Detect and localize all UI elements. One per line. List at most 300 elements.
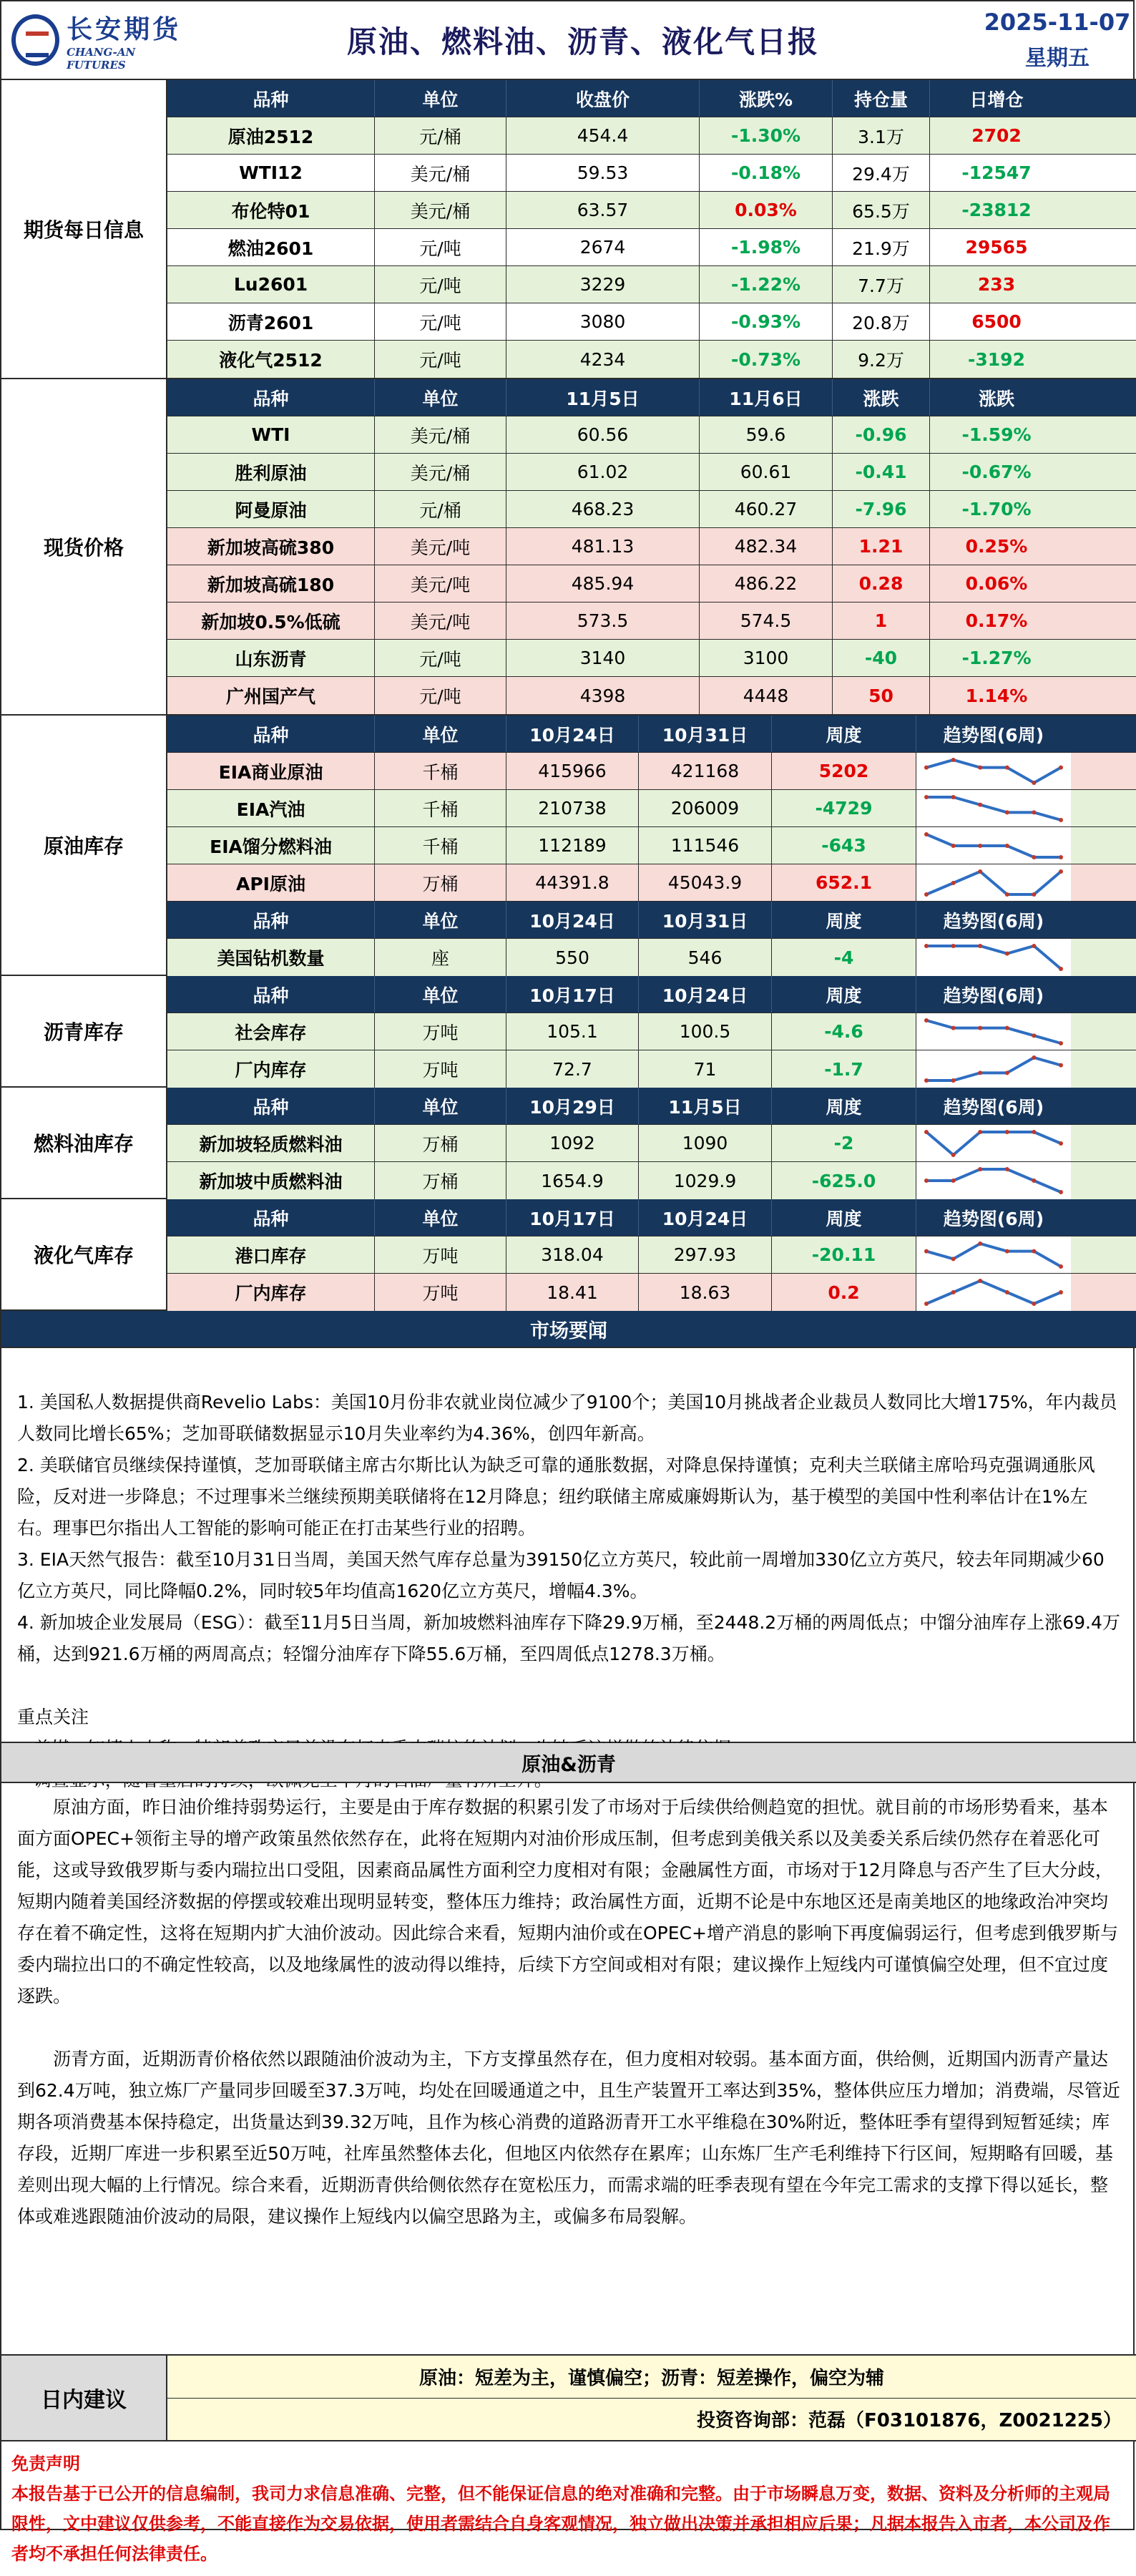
column-header: 10月29日: [506, 1088, 639, 1124]
trend-point: [1005, 765, 1009, 769]
table-row: [167, 864, 1136, 902]
column-header: 10月17日: [506, 976, 639, 1013]
trend-sparkline: [922, 942, 1065, 973]
value-week2: 421168: [639, 753, 772, 789]
crude-inventory-label: 原油库存: [1, 716, 167, 975]
column-header: 品种: [167, 902, 375, 938]
advice-label: 日内建议: [1, 2356, 167, 2440]
trend-point: [951, 1025, 956, 1030]
column-header: 单位: [375, 902, 506, 938]
spot-section: [1, 379, 1136, 716]
advice-text: 原油：短差为主，谨慎偏空；沥青：短差操作，偏空为辅: [167, 2356, 1136, 2399]
column-header: 10月24日: [506, 716, 639, 752]
table-row: [167, 1013, 1136, 1050]
trend-chart-cell: [916, 753, 1071, 789]
table-row: [167, 155, 1136, 192]
inventory-name: 厂内库存: [167, 1274, 375, 1311]
column-header: 涨跌%: [700, 80, 833, 117]
trend-point: [1032, 1302, 1036, 1306]
unit: 千桶: [375, 790, 506, 826]
news-item: 2. 美联储官员继续保持谨慎，芝加哥联储主席古尔斯比认为缺乏可靠的通胀数据，对降息保持谨慎；克利夫兰联储主席哈玛克强调通胀风险，反对进一步降息；不过理事米兰继续预期美联储将在12月降息；纽约联储主席威廉姆斯认为，基于模型的美国中性利率估计在1%左右。理事巴尔指出人工智能的影响可能正在打击某些行业的招聘。: [17, 1455, 1095, 1538]
trend-line: [926, 834, 1061, 857]
inventory-name: 美国钻机数量: [167, 939, 375, 976]
column-header: 品种: [167, 80, 375, 117]
trend-line: [926, 797, 1061, 820]
date-box: [979, 9, 1136, 72]
change-abs: -7.96: [833, 491, 930, 527]
change-pct: -0.67%: [961, 462, 1032, 482]
trend-point: [978, 869, 982, 874]
price-day1: 61.02: [506, 454, 700, 490]
column-header: 单位: [375, 716, 506, 752]
table-row: [167, 677, 1136, 714]
close-price: 3080: [506, 303, 700, 340]
trend-chart-cell: [916, 1013, 1071, 1050]
news-item: 1. 美国私人数据提供商Revelio Labs：美国10月份非农就业岗位减少了9100个；美国10月挑战者企业裁员人数同比大增175%，年内裁员人数同比增长65%；芝加哥联储数据显示10月失业率约为4.36%，创四年新高。: [17, 1392, 1117, 1444]
table-row: [167, 790, 1136, 827]
price-day1: 4398: [506, 677, 700, 714]
table-header-row: [167, 902, 1136, 939]
trend-point: [951, 1290, 956, 1294]
unit: 美元/桶: [375, 155, 506, 191]
inventory-name: 港口库存: [167, 1236, 375, 1273]
market-news-header: 市场要闻: [1, 1311, 1136, 1348]
column-header: 日增仓: [969, 89, 1024, 110]
table-row: [167, 1125, 1136, 1162]
change-pct: -1.70%: [961, 499, 1032, 519]
table-header-row: [167, 716, 1136, 753]
trend-point: [924, 1179, 929, 1183]
unit: 千桶: [375, 753, 506, 789]
trend-point: [1005, 810, 1009, 814]
unit: 万吨: [375, 1236, 506, 1273]
inventory-name: EIA商业原油: [167, 753, 375, 789]
unit: 元/吨: [375, 266, 506, 303]
spot-table: [167, 379, 1136, 714]
table-row: [167, 602, 1136, 640]
table-row: [167, 565, 1136, 602]
oi-change: 233: [977, 274, 1016, 295]
table-row: [167, 117, 1136, 155]
price-day2: 3100: [700, 640, 833, 676]
instrument-name: 沥青2601: [167, 303, 375, 340]
unit: 美元/桶: [375, 192, 506, 228]
trend-point: [978, 1025, 982, 1030]
trend-point: [1059, 1264, 1063, 1269]
price-day2: 574.5: [700, 602, 833, 639]
trend-line: [926, 1244, 1061, 1267]
trend-point: [1005, 952, 1009, 956]
trend-sparkline: [922, 1053, 1065, 1085]
price-day1: 468.23: [506, 491, 700, 527]
trend-point: [1005, 1167, 1009, 1171]
report-title: 原油、燃料油、沥青、液化气日报: [346, 24, 819, 59]
column-header: 趋势图(6周): [943, 985, 1044, 1006]
value-week2: 18.63: [639, 1274, 772, 1311]
inventory-name: API原油: [167, 864, 375, 901]
unit: 万吨: [375, 1274, 506, 1311]
trend-point: [1059, 1041, 1063, 1045]
analysis-asphalt: 沥青方面，近期沥青价格依然以跟随油价波动为主，下方支撑虽然存在，但力度相对较弱。基本面方面，供给侧，近期国内沥青产量达到62.4万吨，独立炼厂产量同步回暖至37.3万吨，均处在回暖通道之中，且生产装置开工率达到35%，整体供应压力增加；消费端，尽管近期各项消费基本保持稳定，出货量达到39.32万吨，且作为核心消费的道路沥青开工水平维稳在30%附近，整体旺季有望得到短暂延续；库存段，近期厂库进一步积累至近50万吨，社库虽然整体去化，但地区内依然存在累库；山东炼厂生产毛利维持下行区间，短期略有回暖，基差则出现大幅的上行情况。综合来看，近期沥青供给侧依然存在宽松压力，而需求端的旺季表现有望在今年完工需求的支撑下得以延长，整体或难逃跟随油价波动的局限，建议操作上短线内以偏空思路为主，或偏多布局裂解。: [17, 2049, 1120, 2227]
open-interest: 29.4万: [833, 155, 930, 191]
trend-point: [951, 1257, 956, 1261]
unit: 美元/吨: [375, 602, 506, 639]
inventory-name: EIA汽油: [167, 790, 375, 826]
value-week1: 105.1: [506, 1013, 639, 1050]
unit: 元/桶: [375, 117, 506, 154]
table-row: [167, 1236, 1136, 1274]
value-week1: 72.7: [506, 1050, 639, 1088]
trend-point: [924, 1130, 929, 1134]
oi-change: -12547: [961, 162, 1032, 183]
table-row: [167, 416, 1136, 454]
trend-sparkline: [922, 756, 1065, 787]
column-header: 品种: [167, 1199, 375, 1236]
trend-point: [1059, 765, 1063, 769]
table-row: [167, 454, 1136, 491]
column-header: 趋势图(6周): [943, 1096, 1044, 1118]
column-header: 周度: [772, 976, 916, 1013]
change-pct: -1.22%: [700, 266, 833, 303]
trend-point: [978, 1130, 982, 1134]
change-pct: -1.59%: [961, 424, 1032, 445]
change-pct: -1.30%: [700, 117, 833, 154]
unit: 美元/桶: [375, 454, 506, 490]
instrument-name: 广州国产气: [167, 677, 375, 714]
trend-point: [1032, 892, 1036, 897]
column-header: 11月5日: [506, 379, 700, 416]
weekly-change: -643: [772, 827, 916, 864]
change-pct: 1.14%: [965, 685, 1028, 706]
trend-point: [924, 765, 929, 769]
change-pct: -0.18%: [700, 155, 833, 191]
trend-sparkline: [922, 1128, 1065, 1159]
table-header-row: [167, 379, 1136, 416]
trend-point: [924, 1078, 929, 1083]
column-header: 周度: [772, 1199, 916, 1236]
weekly-change: 0.2: [772, 1274, 916, 1311]
table-row: [167, 1162, 1136, 1199]
change-pct: -0.93%: [700, 303, 833, 340]
instrument-name: 布伦特01: [167, 192, 375, 228]
report-weekday: 星期五: [1025, 46, 1090, 71]
column-header: 周度: [772, 1088, 916, 1124]
fuel-inventory-section: [1, 1088, 1136, 1199]
price-day1: 481.13: [506, 528, 700, 565]
lpg-inventory-label: 液化气库存: [1, 1199, 167, 1309]
table-row: [167, 1050, 1136, 1088]
instrument-name: 新加坡高硫380: [167, 528, 375, 565]
unit: 万桶: [375, 864, 506, 901]
column-header: 单位: [375, 379, 506, 416]
trend-point: [1032, 810, 1036, 814]
unit: 千桶: [375, 827, 506, 864]
weekly-change: 652.1: [772, 864, 916, 901]
open-interest: 20.8万: [833, 303, 930, 340]
inventory-name: 新加坡轻质燃料油: [167, 1125, 375, 1161]
trend-point: [978, 1279, 982, 1283]
instrument-name: 液化气2512: [167, 341, 375, 378]
trend-point: [924, 1249, 929, 1253]
trend-point: [951, 1078, 956, 1083]
column-header: 品种: [167, 976, 375, 1013]
weekly-change: -1.7: [772, 1050, 916, 1088]
close-price: 3229: [506, 266, 700, 303]
fuel-inventory-label: 燃料油库存: [1, 1088, 167, 1198]
trend-point: [978, 844, 982, 848]
instrument-name: 阿曼原油: [167, 491, 375, 527]
column-header: 趋势图(6周): [943, 724, 1044, 746]
weekly-change: -2: [772, 1125, 916, 1161]
weekly-change: -20.11: [772, 1236, 916, 1273]
trend-chart-cell: [916, 1162, 1071, 1199]
unit: 万吨: [375, 1050, 506, 1088]
price-day2: 4448: [700, 677, 833, 714]
trend-point: [924, 1302, 929, 1306]
column-header: 趋势图(6周): [943, 1208, 1044, 1229]
column-header: 涨跌: [978, 388, 1014, 409]
column-header: 10月17日: [506, 1199, 639, 1236]
unit: 万吨: [375, 1013, 506, 1050]
price-day2: 460.27: [700, 491, 833, 527]
column-header: 持仓量: [833, 80, 930, 117]
trend-point: [924, 795, 929, 799]
change-pct: 0.03%: [700, 192, 833, 228]
close-price: 2674: [506, 229, 700, 265]
report-header: [1, 1, 1136, 80]
table-row: [167, 1274, 1136, 1311]
price-day1: 3140: [506, 640, 700, 676]
analysis-header: 原油&沥青: [1, 1743, 1136, 1783]
futures-label: 期货每日信息: [1, 80, 167, 378]
unit: 元/吨: [375, 640, 506, 676]
trend-line: [926, 1058, 1061, 1080]
column-header: 单位: [375, 1199, 506, 1236]
value-week2: 206009: [639, 790, 772, 826]
value-week2: 297.93: [639, 1236, 772, 1273]
price-day2: 59.6: [700, 416, 833, 453]
trend-point: [951, 1179, 956, 1183]
weekly-change: 5202: [772, 753, 916, 789]
trend-point: [978, 765, 982, 769]
trend-point: [951, 844, 956, 848]
instrument-name: 原油2512: [167, 117, 375, 154]
column-header: 趋势图(6周): [943, 910, 1044, 932]
value-week2: 1029.9: [639, 1162, 772, 1199]
trend-chart-cell: [916, 1050, 1071, 1088]
unit: 座: [375, 939, 506, 976]
weekly-change: -4.6: [772, 1013, 916, 1050]
trend-point: [924, 832, 929, 836]
crude-inventory-table: [167, 716, 1136, 975]
inventory-name: 社会库存: [167, 1013, 375, 1050]
trend-sparkline: [922, 1165, 1065, 1196]
instrument-name: 新加坡0.5%低硫: [167, 602, 375, 639]
unit: 美元/吨: [375, 565, 506, 602]
column-header: 周度: [772, 716, 916, 752]
asphalt-inventory-table: [167, 976, 1136, 1086]
trend-sparkline: [922, 830, 1065, 862]
news-item: 3. EIA天然气报告：截至10月31日当周，美国天然气库存总量为39150亿立方英尺，较此前一周增加330亿立方英尺，较去年同期减少60亿立方英尺，同比降幅0.2%，同时较5年均值高1620亿立方英尺，增幅4.3%。: [17, 1549, 1105, 1601]
trend-sparkline: [922, 867, 1065, 899]
inventory-name: 厂内库存: [167, 1050, 375, 1088]
asphalt-inventory-section: [1, 976, 1136, 1088]
instrument-name: 胜利原油: [167, 454, 375, 490]
trend-point: [1032, 1033, 1036, 1038]
column-header: 品种: [167, 379, 375, 416]
trend-sparkline: [922, 1277, 1065, 1308]
trend-line: [926, 872, 1061, 894]
column-header: 品种: [167, 1088, 375, 1124]
column-header: 涨跌: [833, 379, 930, 416]
table-row: [167, 192, 1136, 229]
table-row: [167, 229, 1136, 266]
lpg-inventory-table: [167, 1199, 1136, 1309]
price-day1: 485.94: [506, 565, 700, 602]
change-abs: -40: [833, 640, 930, 676]
change-pct: -1.27%: [961, 648, 1032, 668]
open-interest: 3.1万: [833, 117, 930, 154]
table-row: [167, 827, 1136, 864]
trend-point: [951, 795, 956, 799]
trend-line: [926, 946, 1061, 969]
oi-change: 2702: [971, 125, 1022, 146]
oi-change: 6500: [971, 311, 1022, 332]
instrument-name: 新加坡高硫180: [167, 565, 375, 602]
report-date: 2025-11-07: [984, 9, 1131, 36]
logo: [1, 1, 187, 79]
oi-change: -23812: [961, 200, 1032, 220]
close-price: 454.4: [506, 117, 700, 154]
close-price: 4234: [506, 341, 700, 378]
change-pct: 0.17%: [965, 610, 1028, 631]
disclaimer: [1, 2441, 1136, 2576]
table-header-row: [167, 976, 1136, 1013]
instrument-name: Lu2601: [167, 266, 375, 303]
inventory-name: 新加坡中质燃料油: [167, 1162, 375, 1199]
column-header: 单位: [375, 976, 506, 1013]
trend-point: [1005, 1130, 1009, 1134]
trend-point: [1059, 818, 1063, 822]
value-week1: 1092: [506, 1125, 639, 1161]
asphalt-inventory-label: 沥青库存: [1, 976, 167, 1086]
change-abs: 50: [833, 677, 930, 714]
trend-point: [951, 1153, 956, 1157]
trend-chart-cell: [916, 1236, 1071, 1273]
change-abs: 1.21: [833, 528, 930, 565]
futures-table: [167, 80, 1136, 378]
table-row: [167, 640, 1136, 677]
column-header: 周度: [772, 902, 916, 938]
trend-point: [924, 892, 929, 897]
trend-point: [924, 944, 929, 948]
value-week1: 1654.9: [506, 1162, 639, 1199]
table-row: [167, 528, 1136, 565]
trend-point: [1005, 1070, 1009, 1075]
trend-point: [1059, 1190, 1063, 1194]
trend-point: [951, 944, 956, 948]
table-row: [167, 753, 1136, 790]
intraday-advice: [1, 2356, 1136, 2441]
value-week1: 210738: [506, 790, 639, 826]
unit: 万桶: [375, 1162, 506, 1199]
value-week1: 18.41: [506, 1274, 639, 1311]
column-header: 10月24日: [639, 976, 772, 1013]
trend-chart-cell: [916, 1125, 1071, 1161]
value-week2: 1090: [639, 1125, 772, 1161]
trend-point: [1032, 1249, 1036, 1253]
logo-en: CHANG-AN FUTURES: [67, 45, 136, 72]
open-interest: 9.2万: [833, 341, 930, 378]
value-week2: 45043.9: [639, 864, 772, 901]
trend-point: [1032, 855, 1036, 859]
instrument-name: 山东沥青: [167, 640, 375, 676]
lpg-inventory-section: [1, 1199, 1136, 1311]
oi-change: -3192: [968, 348, 1025, 370]
value-week1: 318.04: [506, 1236, 639, 1273]
table-header-row: [167, 1088, 1136, 1125]
trend-point: [978, 944, 982, 948]
column-header: 收盘价: [506, 80, 700, 117]
price-day1: 573.5: [506, 602, 700, 639]
value-week1: 44391.8: [506, 864, 639, 901]
fuel-inventory-table: [167, 1088, 1136, 1198]
trend-point: [978, 802, 982, 806]
trend-point: [1059, 1141, 1063, 1146]
disclaimer-text: 本报告基于已公开的信息编制，我司力求信息准确、完整，但不能保证信息的绝对准确和完整。由于市场瞬息万变，数据、资料及分析师的主观局限性，文中建议仅供参考，不能直接作为交易依据，使用者需结合自身客观情况，独立做出决策并承担相应后果；凡据本报告入市者，本公司及作者均不承担任何法律责任。: [11, 2484, 1110, 2564]
table-row: [167, 491, 1136, 528]
trend-point: [1005, 1025, 1009, 1030]
market-news-body: [1, 1348, 1136, 1743]
trend-line: [926, 760, 1061, 783]
news-item: 4. 新加坡企业发展局（ESG）：截至11月5日当周，新加坡燃料油库存下降29.9万桶，至2448.2万桶的两周低点；中馏分油库存上涨69.4万桶，达到921.6万桶的两周高点；轻馏分油库存下降55.6万桶，至四周低点1278.3万桶。: [17, 1612, 1120, 1664]
logo-emblem-icon: [11, 14, 59, 66]
value-week2: 100.5: [639, 1013, 772, 1050]
unit: 元/吨: [375, 677, 506, 714]
focus-title: 重点关注: [17, 1707, 89, 1727]
trend-point: [1032, 944, 1036, 948]
futures-section: [1, 80, 1136, 379]
table-row: [167, 939, 1136, 976]
trend-line: [926, 1281, 1061, 1304]
table-row: [167, 303, 1136, 341]
trend-point: [1005, 1249, 1009, 1253]
value-week2: 546: [639, 939, 772, 976]
value-week1: 112189: [506, 827, 639, 864]
table-row: [167, 341, 1136, 378]
crude-inventory-section: [1, 716, 1136, 976]
column-header: 10月24日: [506, 902, 639, 938]
change-pct: -0.73%: [700, 341, 833, 378]
instrument-name: WTI: [167, 416, 375, 453]
trend-sparkline: [922, 1239, 1065, 1271]
trend-point: [1059, 869, 1063, 874]
unit: 万桶: [375, 1125, 506, 1161]
weekly-change: -4: [772, 939, 916, 976]
unit: 元/吨: [375, 229, 506, 265]
weekly-change: -4729: [772, 790, 916, 826]
column-header: 单位: [375, 80, 506, 117]
trend-line: [926, 1169, 1061, 1192]
trend-point: [1032, 1130, 1036, 1134]
value-week1: 415966: [506, 753, 639, 789]
trend-point: [1032, 1179, 1036, 1183]
analyst-credit: 投资咨询部：范磊（F03101876，Z0021225）: [697, 2410, 1122, 2432]
price-day2: 60.61: [700, 454, 833, 490]
change-pct: 0.06%: [965, 573, 1028, 594]
table-header-row: [167, 1199, 1136, 1236]
change-pct: -1.98%: [700, 229, 833, 265]
